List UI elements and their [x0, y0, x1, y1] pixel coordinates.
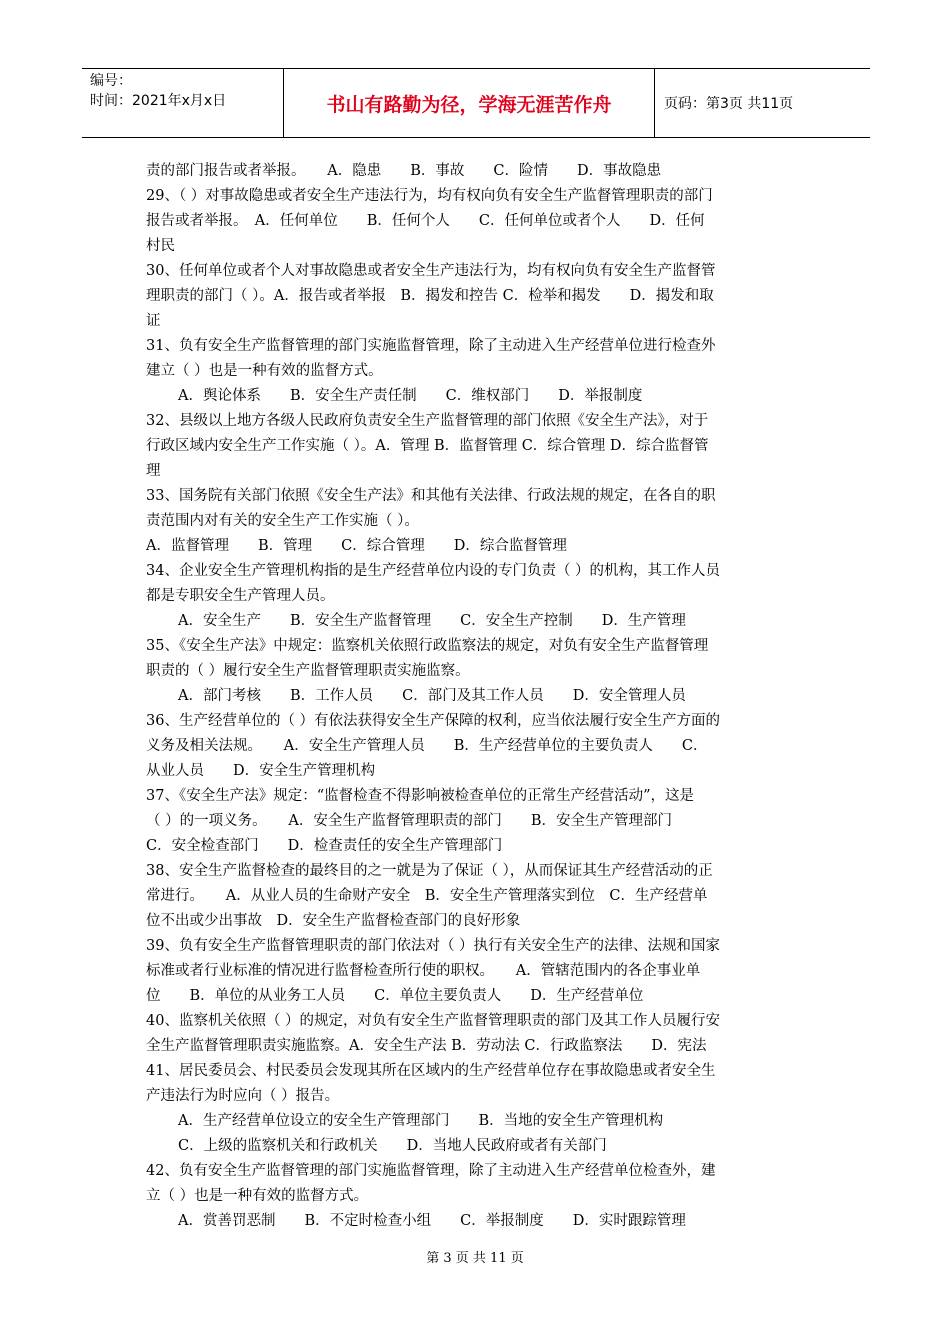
text-line: 全生产监督管理职责实施监察。A．安全生产法 B．劳动法 C．行政监察法 D．宪法: [146, 1038, 707, 1054]
page-header: [82, 68, 870, 138]
option-line: A．监督管理 B．管理 C．综合管理 D．综合监督管理: [146, 538, 567, 554]
text-line: 位不出或少出事故 D．安全生产监督检查部门的良好形象: [146, 913, 521, 929]
text-line: 村民: [146, 238, 175, 254]
text-line: （ ）的一项义务。 A．安全生产监督管理职责的部门 B．安全生产管理部门: [146, 813, 672, 829]
text-line: 理职责的部门（ ）。A．报告或者举报 B．揭发和控告 C．检举和揭发 D．揭发和取: [146, 288, 714, 304]
text-line: 行政区域内安全生产工作实施（ ）。A．管理 B．监督管理 C．综合管理 D．综合监督管: [146, 438, 709, 454]
text-line: 34、企业安全生产管理机构指的是生产经营单位内设的专门负责（ ）的机构，其工作人员: [146, 563, 721, 579]
option-line: A．生产经营单位设立的安全生产管理部门 B．当地的安全生产管理机构: [178, 1113, 664, 1129]
option-line: A．部门考核 B．工作人员 C．部门及其工作人员 D．安全管理人员: [178, 688, 686, 704]
header-motto: 书山有路勤为径，学海无涯苦作舟: [283, 69, 655, 137]
text-line: 37、《安全生产法》规定：“监督检查不得影响被检查单位的正常生产经营活动”，这是: [146, 788, 695, 804]
text-line: 从业人员 D．安全生产管理机构: [146, 763, 376, 779]
text-line: C．安全检查部门 D．检查责任的安全生产管理部门: [146, 838, 503, 854]
text-line: 29、（ ）对事故隐患或者安全生产违法行为，均有权向负有安全生产监督管理职责的部门: [146, 188, 713, 204]
text-line: 职责的（ ）履行安全生产监督管理职责实施监察。: [146, 663, 470, 679]
text-line: 42、负有安全生产监督管理的部门实施监督管理，除了主动进入生产经营单位检查外，建: [146, 1163, 716, 1179]
text-line: 40、监察机关依照（ ）的规定，对负有安全生产监督管理职责的部门及其工作人员履行安: [146, 1013, 721, 1029]
text-line: 立（ ）也是一种有效的监督方式。: [146, 1188, 369, 1204]
page-footer: 第 3 页 共 11 页: [426, 1251, 524, 1266]
header-page-label: 页码：第3页 共11页: [664, 96, 794, 112]
text-line: 责范围内对有关的安全生产工作实施（ ）。: [146, 513, 419, 529]
text-line: 35、《安全生产法》中规定：监察机关依照行政监察法的规定，对负有安全生产监督管理: [146, 638, 709, 654]
text-line: 32、县级以上地方各级人民政府负责安全生产监督管理的部门依照《安全生产法》，对于: [146, 413, 709, 429]
text-line: 33、国务院有关部门依照《安全生产法》和其他有关法律、行政法规的规定，在各自的职: [146, 488, 716, 504]
text-line: 标准或者行业标准的情况进行监督检查所行使的职权。 A．管辖范围内的各企事业单: [146, 963, 701, 979]
text-line: 30、任何单位或者个人对事故隐患或者安全生产违法行为，均有权向负有安全生产监督管: [146, 263, 716, 279]
text-line: 31、负有安全生产监督管理的部门实施监督管理，除了主动进入生产经营单位进行检查外: [146, 338, 716, 354]
text-line: 常进行。 A．从业人员的生命财产安全 B．安全生产管理落实到位 C．生产经营单: [146, 888, 708, 904]
option-line: A．安全生产 B．安全生产监督管理 C．安全生产控制 D．生产管理: [178, 613, 686, 629]
option-line: A．舆论体系 B．安全生产责任制 C．维权部门 D．举报制度: [178, 388, 643, 404]
text-line: 义务及相关法规。 A．安全生产管理人员 B．生产经营单位的主要负责人 C．: [146, 738, 708, 754]
text-line: 36、生产经营单位的（ ）有依法获得安全生产保障的权利，应当依法履行安全生产方面的: [146, 713, 721, 729]
option-line: C．上级的监察机关和行政机关 D．当地人民政府或者有关部门: [178, 1138, 607, 1154]
document-body: [146, 159, 808, 1234]
header-info: [82, 69, 283, 137]
option-line: A．赏善罚恶制 B．不定时检查小组 C．举报制度 D．实时跟踪管理: [178, 1213, 686, 1229]
text-line: 39、负有安全生产监督管理职责的部门依法对（ ）执行有关安全生产的法律、法规和国家: [146, 938, 721, 954]
text-line: 责的部门报告或者举报。 A．隐患 B．事故 C．险情 D．事故隐患: [146, 163, 662, 179]
text-line: 建立（ ）也是一种有效的监督方式。: [146, 363, 383, 379]
doc-number-label: 编号：: [90, 73, 132, 89]
text-line: 38、安全生产监督检查的最终目的之一就是为了保证（ ），从而保证其生产经营活动的正: [146, 863, 713, 879]
text-line: 产违法行为时应向（ ）报告。: [146, 1088, 340, 1104]
text-line: 位 B．单位的从业务工人员 C．单位主要负责人 D．生产经营单位: [146, 988, 644, 1004]
text-line: 证: [146, 313, 161, 329]
doc-date-label: 时间：2021年x月x日: [90, 93, 227, 109]
text-line: 都是专职安全生产管理人员。: [146, 588, 335, 604]
text-line: 报告或者举报。 A．任何单位 B．任何个人 C．任何单位或者个人 D．任何: [146, 213, 705, 229]
text-line: 41、居民委员会、村民委员会发现其所在区域内的生产经营单位存在事故隐患或者安全生: [146, 1063, 716, 1079]
text-line: 理: [146, 463, 161, 479]
